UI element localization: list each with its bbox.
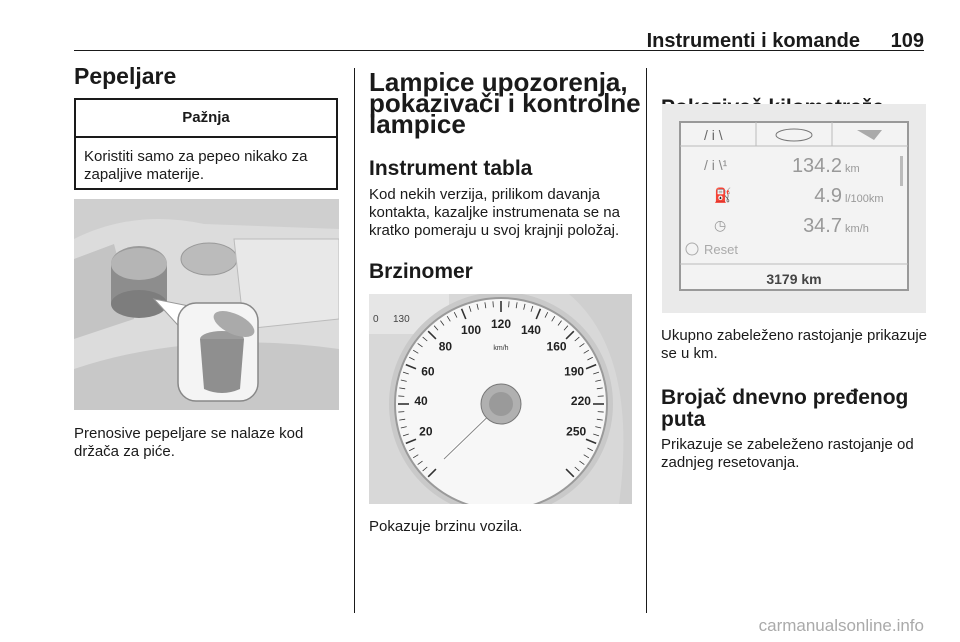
- watermark: carmanualsonline.info: [758, 616, 924, 635]
- odometer-row1-value: 134.2: [791, 155, 842, 177]
- odometer-display-illustration: [662, 104, 926, 313]
- section-heading-warning-lamps: Lampice upozorenja, pokazivači i kontrolne lampice: [369, 67, 641, 139]
- speedo-dial-label: 250: [566, 424, 587, 439]
- warning-box: [74, 98, 338, 190]
- speedo-dial-label: 60: [421, 364, 435, 379]
- speedo-side-label-0: 0: [373, 314, 379, 325]
- odometer-row1-unit: km: [845, 163, 860, 175]
- speedo-dial-label: 120: [490, 317, 512, 331]
- speedo-side-label-1: 130: [393, 314, 410, 325]
- speedo-dial-label: 100: [461, 322, 482, 337]
- speedometer-illustration: [369, 294, 632, 504]
- speedo-dial-label: 20: [419, 424, 433, 439]
- speedo-dial-label: 190: [564, 364, 585, 379]
- svg-text:/ i \¹: / i \¹: [704, 157, 728, 173]
- speedo-dial-label: 40: [414, 394, 428, 409]
- odometer-total: 3179 km: [766, 271, 822, 287]
- warning-title: Pažnja: [76, 100, 336, 138]
- page-number: 109: [890, 30, 924, 52]
- section-heading-ashtrays: Pepeljare: [74, 63, 177, 89]
- odometer-caption: Ukupno zabeleženo rastojanje prikazuje se u km.: [661, 327, 928, 362]
- odometer-row2-unit: l/100km: [845, 193, 884, 205]
- running-header-title: Instrumenti i komande: [646, 30, 860, 52]
- odometer-row2-value: 4.9: [814, 185, 842, 207]
- svg-text:/ i \: / i \: [704, 127, 723, 143]
- svg-text:◷: ◷: [714, 217, 727, 233]
- speedo-dial-label: 80: [438, 339, 453, 354]
- odometer-reset-label: Reset: [704, 242, 738, 257]
- speedometer-caption: Pokazuje brzinu vozila.: [369, 518, 523, 535]
- subheading-trip-odometer: Brojač dnevno pređenog puta: [661, 386, 909, 431]
- trip-odometer-text: Prikazuje se zabeleženo rastojanje od zadnjeg resetovanja.: [661, 436, 914, 471]
- column-divider-1: [354, 68, 355, 613]
- subheading-instrument-panel: Instrument tabla: [369, 157, 533, 180]
- speedo-dial-label: 220: [570, 394, 591, 409]
- odometer-row3-value: 34.7: [803, 215, 842, 237]
- svg-text:⛽: ⛽: [714, 187, 732, 203]
- speedo-dial-label: 140: [520, 322, 541, 337]
- ashtray-illustration: [74, 199, 339, 410]
- column-divider-2: [646, 68, 647, 613]
- ashtray-caption: Prenosive pepeljare se nalaze kod držača za piće.: [74, 425, 304, 460]
- warning-text: Koristiti samo za pepeo nikako za zapaljive materije.: [84, 148, 308, 183]
- subheading-speedometer: Brzinomer: [369, 260, 473, 283]
- speedo-dial-label: 160: [546, 339, 567, 354]
- header-divider: [74, 50, 924, 51]
- speedo-unit: km/h: [493, 345, 509, 352]
- instrument-panel-text: Kod nekih verzija, prilikom davanja kontakta, kazaljke instrumenata se na kratko pomeraju u svoj krajnji položaj.: [369, 186, 620, 239]
- odometer-row3-unit: km/h: [845, 223, 869, 235]
